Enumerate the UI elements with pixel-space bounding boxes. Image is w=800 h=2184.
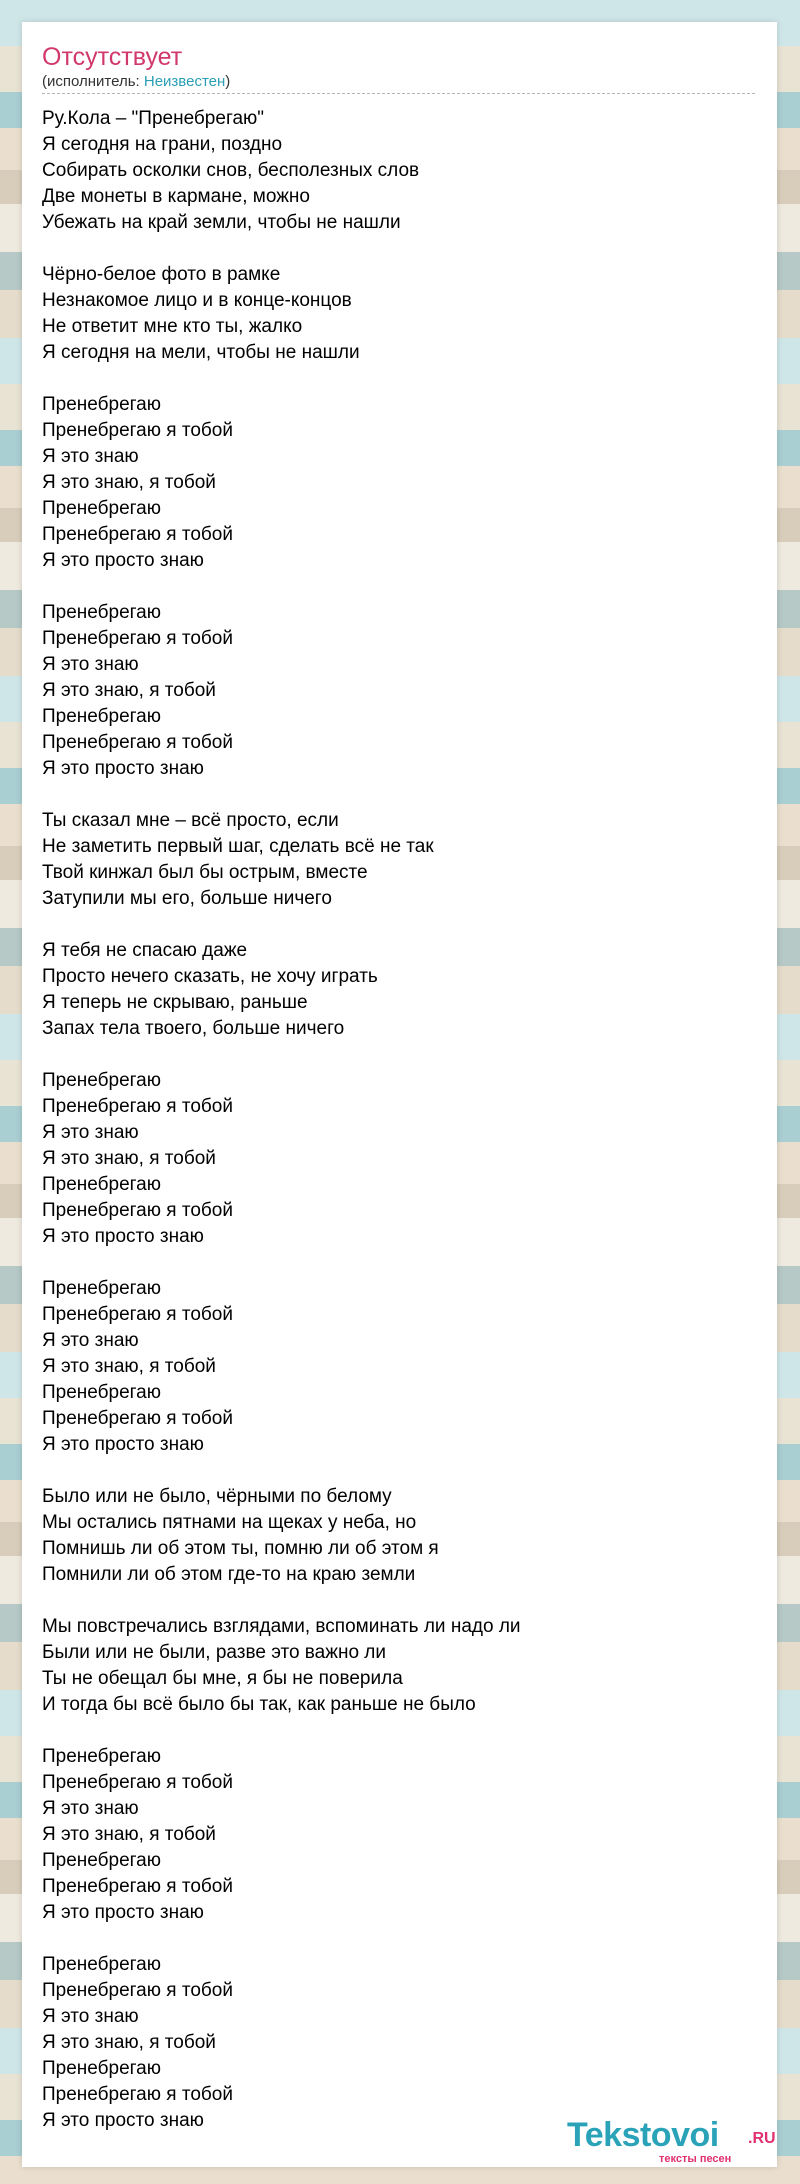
lyric-line: Я это знаю, я тобой — [42, 472, 216, 493]
lyric-line: Мы повстречались взглядами, вспоминать ли надо ли — [42, 1616, 521, 1637]
lyric-line: Я сегодня на грани, поздно — [42, 134, 283, 155]
lyric-line: Я это знаю, я тобой — [42, 680, 216, 701]
lyric-line: Пренебрегаю — [42, 394, 161, 415]
lyrics-verse — [42, 1614, 755, 1718]
lyric-line: Пренебрегаю — [42, 1070, 161, 1091]
lyrics-verse — [42, 938, 755, 1042]
lyric-line: Я это знаю — [42, 1122, 139, 1143]
lyric-line: Пренебрегаю — [42, 1954, 161, 1975]
lyrics-verse — [42, 262, 755, 366]
lyric-line: Пренебрегаю я тобой — [42, 524, 233, 545]
lyric-line: Мы остались пятнами на щеках у неба, но — [42, 1512, 417, 1533]
lyrics-body — [42, 106, 755, 2160]
lyric-line: Я это знаю, я тобой — [42, 1148, 216, 1169]
lyric-line: Убежать на край земли, чтобы не нашли — [42, 212, 401, 233]
lyric-line: Ру.Кола – "Пренебрегаю" — [42, 108, 265, 129]
logo-tld: .RU — [748, 2130, 776, 2147]
lyric-line: Я это знаю — [42, 2006, 139, 2027]
lyric-line: Пренебрегаю я тобой — [42, 420, 233, 441]
lyrics-verse — [42, 1068, 755, 1250]
lyric-line: Ты не обещал бы мне, я бы не поверила — [42, 1668, 403, 1689]
lyrics-verse — [42, 1744, 755, 1926]
lyric-line: Пренебрегаю я тобой — [42, 1096, 233, 1117]
lyric-line: Пренебрегаю я тобой — [42, 628, 233, 649]
lyric-line: Я это просто знаю — [42, 1226, 204, 1247]
lyrics-verse — [42, 1952, 755, 2134]
lyrics-page — [22, 22, 777, 2167]
lyric-line: Пренебрегаю — [42, 1382, 161, 1403]
lyric-line: Пренебрегаю — [42, 1278, 161, 1299]
lyrics-verse — [42, 106, 755, 236]
lyric-line: Пренебрегаю я тобой — [42, 732, 233, 753]
logo-tagline: тексты песен — [659, 2153, 732, 2165]
lyric-line: Пренебрегаю я тобой — [42, 1980, 233, 2001]
lyric-line: Пренебрегаю — [42, 1850, 161, 1871]
lyric-line: Я это знаю — [42, 446, 139, 467]
lyric-line: Пренебрегаю я тобой — [42, 2084, 233, 2105]
lyric-line: Пренебрегаю — [42, 706, 161, 727]
lyric-line: Не ответит мне кто ты, жалко — [42, 316, 303, 337]
lyric-line: Я это просто знаю — [42, 1434, 204, 1455]
lyric-line: Пренебрегаю — [42, 1174, 161, 1195]
lyric-line: Были или не были, разве это важно ли — [42, 1642, 386, 1663]
lyric-line: Пренебрегаю я тобой — [42, 1772, 233, 1793]
lyric-line: Помнили ли об этом где-то на краю земли — [42, 1564, 416, 1585]
performer-prefix: (исполнитель: — [42, 73, 144, 90]
lyric-line: Я это просто знаю — [42, 2110, 204, 2131]
lyric-line: Пренебрегаю я тобой — [42, 1304, 233, 1325]
lyrics-verse — [42, 1484, 755, 1588]
lyric-line: Я теперь не скрываю, раньше — [42, 992, 308, 1013]
lyric-line: Пренебрегаю — [42, 2058, 161, 2079]
lyrics-verse — [42, 1276, 755, 1458]
site-logo[interactable] — [567, 2115, 777, 2169]
lyric-line: Пренебрегаю — [42, 602, 161, 623]
lyric-line: Собирать осколки снов, бесполезных слов — [42, 160, 420, 181]
lyrics-verse — [42, 600, 755, 782]
lyric-line: Не заметить первый шаг, сделать всё не так — [42, 836, 434, 857]
header-divider — [42, 93, 755, 94]
lyric-line: Я это знаю — [42, 654, 139, 675]
performer-line — [42, 73, 230, 91]
lyric-line: Пренебрегаю я тобой — [42, 1200, 233, 1221]
lyric-line: Запах тела твоего, больше ничего — [42, 1018, 345, 1039]
lyric-line: Пренебрегаю — [42, 1746, 161, 1767]
lyric-line: Я это просто знаю — [42, 1902, 204, 1923]
lyric-line: Я это знаю, я тобой — [42, 2032, 216, 2053]
lyric-line: Пренебрегаю — [42, 498, 161, 519]
lyric-line: Незнакомое лицо и в конце-концов — [42, 290, 352, 311]
performer-link[interactable]: Неизвестен — [143, 73, 226, 90]
lyric-line: И тогда бы всё было бы так, как раньше не было — [42, 1694, 476, 1715]
lyrics-verse — [42, 808, 755, 912]
lyrics-verse — [42, 392, 755, 574]
lyric-line: Две монеты в кармане, можно — [42, 186, 310, 207]
performer-suffix: ) — [225, 73, 231, 90]
lyric-line: Пренебрегаю я тобой — [42, 1408, 233, 1429]
lyric-line: Я это просто знаю — [42, 758, 204, 779]
lyric-line: Было или не было, чёрными по белому — [42, 1486, 392, 1507]
lyric-line: Я это знаю — [42, 1330, 139, 1351]
lyric-line: Затупили мы его, больше ничего — [42, 888, 332, 909]
lyric-line: Я тебя не спасаю даже — [42, 940, 248, 961]
lyric-line: Я это знаю, я тобой — [42, 1824, 216, 1845]
lyric-line: Помнишь ли об этом ты, помню ли об этом я — [42, 1538, 439, 1559]
lyric-line: Ты сказал мне – всё просто, если — [42, 810, 339, 831]
lyric-line: Пренебрегаю я тобой — [42, 1876, 233, 1897]
lyric-line: Я сегодня на мели, чтобы не нашли — [42, 342, 360, 363]
lyric-line: Чёрно-белое фото в рамке — [42, 264, 281, 285]
song-title: Отсутствует — [42, 43, 183, 71]
logo-name: Tekstovoi — [567, 2116, 719, 2154]
lyric-line: Я это знаю — [42, 1798, 139, 1819]
lyric-line: Я это просто знаю — [42, 550, 204, 571]
lyric-line: Я это знаю, я тобой — [42, 1356, 216, 1377]
lyric-line: Просто нечего сказать, не хочу играть — [42, 966, 378, 987]
lyric-line: Твой кинжал был бы острым, вместе — [42, 862, 368, 883]
